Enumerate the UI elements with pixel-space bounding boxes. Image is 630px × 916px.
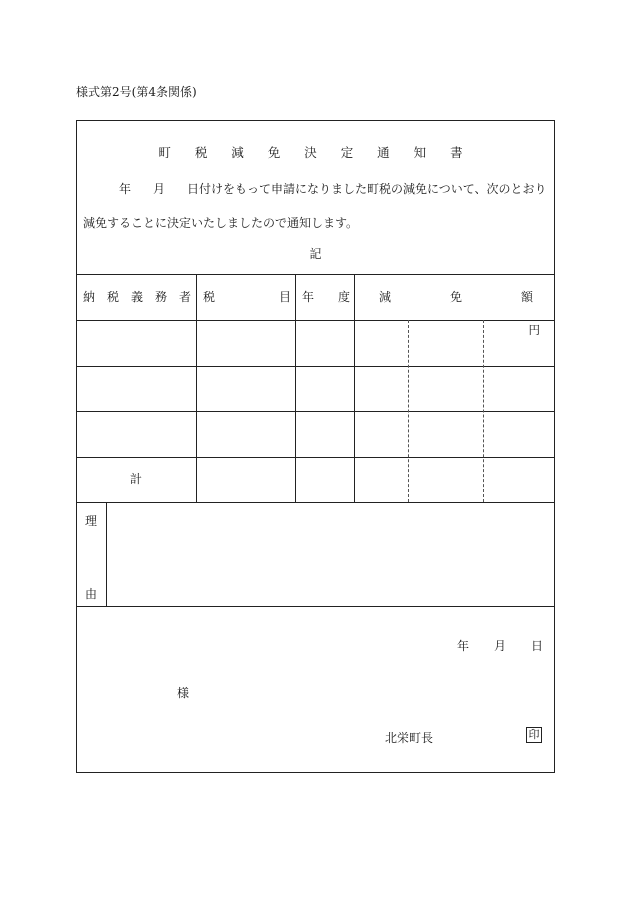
- header-taxpayer-4: 務: [154, 290, 167, 304]
- total-label: 計: [129, 472, 142, 486]
- header-taxpayer-5: 者: [178, 290, 191, 304]
- amount-divider-2: [483, 320, 484, 502]
- intro-line-1: [119, 180, 547, 197]
- header-taxpayer-2: 税: [106, 290, 119, 304]
- intro-text-1: 日付けをもって申請になりました町税の減免について、次のとおり: [187, 182, 547, 196]
- intro-line-2: 減免することに決定いたしましたので通知します。: [83, 216, 359, 230]
- header-tax-item-1: 税: [203, 290, 216, 304]
- header-tax-item: [203, 274, 291, 320]
- form-number-label: 様式第2号(第4条関係): [76, 85, 197, 99]
- header-fiscal-year: [302, 274, 350, 320]
- col-rule-2: [295, 274, 296, 502]
- document-title: 町 税 減 免 決 定 通 知 書: [158, 145, 473, 160]
- header-reduction-2: 免: [449, 290, 462, 304]
- date-year: 年: [457, 639, 470, 653]
- amount-divider-1: [408, 320, 409, 502]
- reason-label-2: 由: [85, 587, 98, 601]
- issue-date: [457, 637, 543, 654]
- date-day: 日: [531, 639, 544, 653]
- col-rule-1: [196, 274, 197, 502]
- reason-bottom-rule: [77, 606, 554, 607]
- header-reduction-1: 減: [379, 290, 392, 304]
- yen-unit: 円: [528, 323, 540, 337]
- intro-year: 年: [119, 182, 132, 196]
- reason-rule: [106, 502, 107, 606]
- notice-form: [76, 120, 555, 773]
- ki-label: 記: [309, 247, 322, 261]
- reason-label-1: 理: [85, 514, 98, 528]
- header-tax-item-2: 目: [278, 290, 291, 304]
- header-taxpayer-1: 納: [83, 290, 96, 304]
- header-fiscal-year-2: 度: [337, 290, 350, 304]
- mayor-title: 北栄町長: [385, 731, 434, 745]
- recipient-honorific: 様: [177, 686, 190, 700]
- header-reduction-amount: [379, 274, 533, 320]
- seal-mark: 印: [526, 727, 542, 743]
- header-taxpayer: [83, 274, 191, 320]
- intro-month: 月: [153, 182, 166, 196]
- table-bottom-rule: [77, 502, 554, 503]
- header-reduction-3: 額: [520, 290, 533, 304]
- date-month: 月: [494, 639, 507, 653]
- header-taxpayer-3: 義: [130, 290, 143, 304]
- header-fiscal-year-1: 年: [302, 290, 315, 304]
- col-rule-3: [354, 274, 355, 502]
